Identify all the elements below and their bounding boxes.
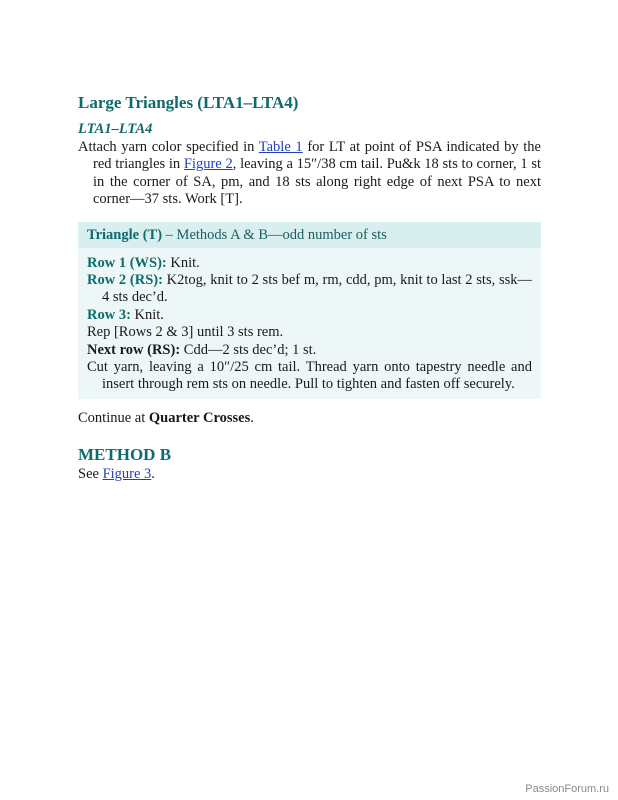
continue-text: Continue at xyxy=(78,409,149,426)
continue-end: . xyxy=(250,409,254,426)
triangle-instructions-box xyxy=(78,222,541,399)
intro-text-3: , leaving a 15″/38 cm tail. Pu&k 18 sts to corner, 1 st in the corner of SA, pm, and 18 sts along right edge of next PSA to next corner—37 sts. Work [T]. xyxy=(93,156,541,208)
figure-2-link[interactable]: Figure 2 xyxy=(183,156,233,173)
triangle-box-body xyxy=(78,248,541,399)
next-row-label: Next row (RS): xyxy=(87,341,181,358)
row-1-text: Knit. xyxy=(166,254,200,271)
section-title: Large Triangles (LTA1–LTA4) xyxy=(78,93,299,112)
row-2-text: K2tog, knit to 2 sts bef m, rm, cdd, pm, knit to last 2 sts, ssk—4 sts dec’d. xyxy=(102,272,532,306)
see-end: . xyxy=(151,465,155,482)
watermark: PassionForum.ru xyxy=(525,783,609,795)
row-2-label: Row 2 (RS): xyxy=(87,272,163,289)
method-b-see xyxy=(78,465,541,483)
row-3-label: Row 3: xyxy=(87,306,131,323)
document-page xyxy=(78,92,541,483)
continue-paragraph xyxy=(78,409,541,427)
method-b-title: METHOD B xyxy=(78,444,172,464)
row-2-instruction xyxy=(87,272,532,307)
next-row-instruction xyxy=(87,342,532,359)
row-3-instruction xyxy=(87,307,532,324)
row-1-label: Row 1 (WS): xyxy=(87,254,167,271)
subsection-title: LTA1–LTA4 xyxy=(78,121,153,137)
see-text: See xyxy=(78,465,103,482)
cut-yarn-instruction: Cut yarn, leaving a 10″/25 cm tail. Thread yarn onto tapestry needle and insert through rem sts on needle. Pull to tighten and fasten off securely. xyxy=(87,359,532,393)
continue-target: Quarter Crosses xyxy=(148,409,251,426)
repeat-instruction: Rep [Rows 2 & 3] until 3 sts rem. xyxy=(87,324,284,341)
triangle-box-title: Triangle (T) xyxy=(87,226,163,243)
next-row-text: Cdd—2 sts dec’d; 1 st. xyxy=(180,341,317,358)
intro-text-1: Attach yarn color specified in xyxy=(78,139,259,155)
row-1-instruction xyxy=(87,255,532,272)
row-3-text: Knit. xyxy=(130,306,164,323)
intro-paragraph xyxy=(78,139,541,209)
table-1-link[interactable]: Table 1 xyxy=(258,139,303,155)
triangle-box-header xyxy=(78,222,541,248)
intro-text-2: for LT at point of PSA indicated by the red triangles in xyxy=(93,139,541,173)
figure-3-link[interactable]: Figure 3 xyxy=(102,465,152,482)
triangle-box-subtitle: – Methods A & B—odd number of sts xyxy=(162,226,387,243)
